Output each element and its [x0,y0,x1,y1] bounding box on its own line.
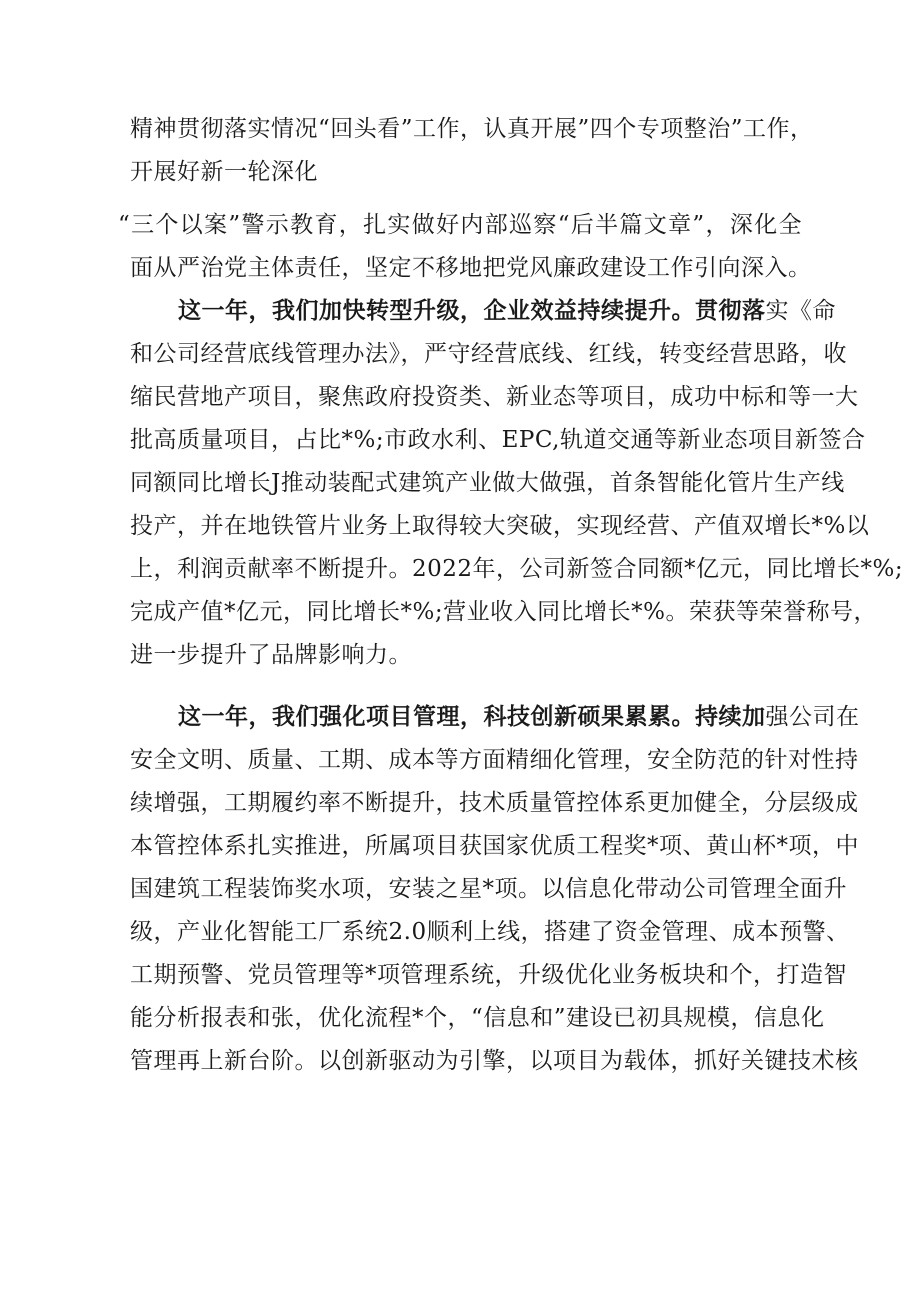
paragraph-2-line-8: 完成产值*亿元，同比增长*%;营业收入同比增长*%。荣获等荣誉称号， [130,599,877,625]
paragraph-3-line-6: 级，产业化智能工厂系统2.0顺利上线，搭建了资金管理、成本预警、 [130,919,850,945]
paragraph-2-lead-bold: 这一年，我们加快转型升级，企业效益持续提升。贯彻落 [178,297,766,324]
paragraph-1-line-4: 面从严治党主体责任，坚定不移地把党风廉政建设工作引向深入。 [130,255,812,281]
paragraph-3-line-2: 安全文明、质量、工期、成本等方面精细化管理，安全防范的针对性持 [130,747,859,773]
paragraph-2-line-3: 缩民营地产项目，聚焦政府投资类、新业态等项目，成功中标和等一大 [130,384,859,410]
paragraph-3-line-8: 能分析报表和张，优化流程*个，“信息和”建设已初具规模，信息化 [130,1005,825,1031]
paragraph-3-line-4: 本管控体系扎实推进，所属项目获国家优质工程奖*项、黄山杯*项，中 [130,833,859,859]
paragraph-3-lead-bold: 这一年，我们强化项目管理，科技创新硕果累累。持续加 [178,703,766,730]
paragraph-3-line-5: 国建筑工程装饰奖水项，安装之星*项。以信息化带动公司管理全面升 [130,876,847,902]
paragraph-3-line-9: 管理再上新台阶。以创新驱动为引擎，以项目为载体，抓好关键技术核 [130,1048,859,1074]
paragraph-1-line-2: 开展好新一轮深化 [130,159,318,185]
paragraph-2-lead-line [178,296,836,326]
paragraph-2-line-7: 上，利润贡献率不断提升。2022年，公司新签合同额*亿元，同比增长*%; [130,556,904,582]
paragraph-3-lead-line [178,702,860,732]
paragraph-3-lead-rest: 强公司在 [765,704,860,730]
paragraph-2-line-9: 进一步提升了品牌影响力。 [130,642,412,668]
paragraph-2-line-5: 同额同比增长J推动装配式建筑产业做大做强，首条智能化管片生产线 [130,470,845,496]
paragraph-1-line-1: 精神贯彻落实情况“回头看”工作，认真开展”四个专项整治”工作， [130,116,814,142]
paragraph-2-line-4: 批高质量项目，占比*%;市政水利、EPC,轨道交通等新业态项目新签合 [130,427,866,453]
paragraph-3-line-7: 工期预警、党员管理等*项管理系统，升级优化业务板块和个，打造智 [130,962,847,988]
paragraph-2-line-2: 和公司经营底线管理办法》，严守经营底线、红线，转变经营思路，收 [130,341,847,367]
paragraph-2-lead-rest: 实《命 [765,298,836,324]
paragraph-3-line-3: 续增强，工期履约率不断提升，技术质量管控体系更加健全，分层级成 [130,790,859,816]
paragraph-2-line-6: 投产，并在地铁管片业务上取得较大突破，实现经营、产值双增长*%以 [130,513,870,539]
paragraph-1-line-3: “三个以案”警示教育，扎实做好内部巡察“后半篇文章”，深化全 [118,212,802,238]
